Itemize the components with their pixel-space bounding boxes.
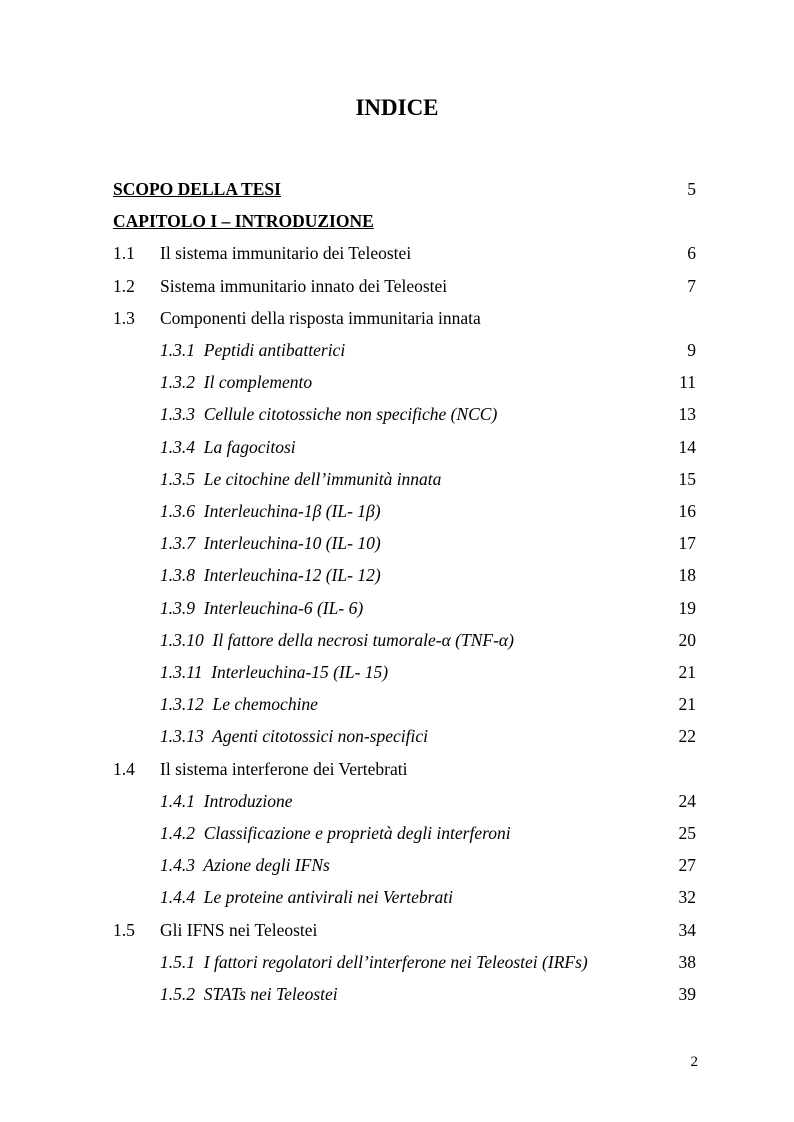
toc-chapter-label: SCOPO DELLA TESI	[113, 179, 281, 199]
toc-subsection-label: 1.3.9 Interleuchina-6 (IL- 6)	[160, 597, 364, 618]
toc-page-number: 13	[678, 404, 696, 425]
toc-page-number: 17	[678, 533, 696, 554]
toc-page-number: 32	[678, 887, 696, 908]
toc-page-number: 9	[687, 340, 696, 360]
toc-subsection-label: 1.3.12 Le chemochine	[160, 694, 318, 715]
toc-page-number: 11	[679, 372, 696, 393]
toc-page-number: 25	[678, 823, 696, 843]
toc-page-number: 20	[678, 629, 696, 650]
toc-entry	[0, 820, 794, 846]
toc-page-number: 38	[678, 951, 696, 972]
toc-subsection-label: 1.3.5 Le citochine dell’immunità innata	[160, 468, 442, 489]
toc-entry	[0, 240, 794, 266]
toc-section-number: 1.3	[113, 307, 135, 328]
toc-chapter-label: CAPITOLO I – INTRODUZIONE	[113, 211, 374, 232]
toc-page-number: 24	[678, 790, 696, 811]
toc-page-number: 19	[678, 597, 696, 618]
toc-subsection-label: 1.3.10 Il fattore della necrosi tumorale-α (TNF-α)	[160, 629, 514, 650]
toc-section-number: 1.5	[113, 919, 135, 940]
toc-section-label: Il sistema immunitario dei Teleostei	[160, 243, 412, 264]
toc-entry	[0, 595, 794, 621]
toc-page-number: 18	[678, 565, 696, 586]
toc-entry	[0, 691, 794, 717]
toc-entry	[0, 401, 794, 427]
toc-subsection-label: 1.4.2 Classificazione e proprietà degli interferoni	[160, 823, 511, 843]
toc-entry	[0, 498, 794, 524]
toc-page-number: 22	[678, 726, 696, 747]
toc-section-label: Sistema immunitario innato dei Teleostei	[160, 275, 448, 296]
toc-subsection-label: 1.4.3 Azione degli IFNs	[160, 855, 330, 876]
toc-page-number: 14	[678, 436, 696, 457]
toc-subsection-label: 1.4.4 Le proteine antivirali nei Vertebrati	[160, 887, 453, 908]
toc-entry	[0, 176, 794, 202]
toc-entry	[0, 852, 794, 878]
toc-section-number: 1.1	[113, 243, 135, 264]
toc-page-number: 21	[678, 662, 696, 682]
toc-page-number: 21	[678, 694, 696, 715]
toc-subsection-label: 1.5.2 STATs nei Teleostei	[160, 984, 338, 1004]
toc-page-number: 7	[687, 275, 696, 296]
toc-section-label: Gli IFNS nei Teleostei	[160, 919, 318, 940]
page-title: INDICE	[355, 95, 439, 120]
toc-subsection-label: 1.3.4 La fagocitosi	[160, 436, 296, 457]
toc-subsection-label: 1.4.1 Introduzione	[160, 790, 293, 811]
toc-subsection-label: 1.3.7 Interleuchina-10 (IL- 10)	[160, 533, 381, 554]
toc-subsection-label: 1.3.3 Cellule citotossiche non specifiche (NCC)	[160, 404, 498, 425]
toc-entry	[0, 208, 794, 234]
toc-entry	[0, 369, 794, 395]
toc-page-number: 5	[687, 179, 696, 199]
toc-page-number: 34	[678, 919, 696, 940]
toc-subsection-label: 1.5.1 I fattori regolatori dell’interferone nei Teleostei (IRFs)	[160, 951, 588, 972]
toc-entry	[0, 627, 794, 653]
toc-entry	[0, 788, 794, 814]
toc-subsection-label: 1.3.11 Interleuchina-15 (IL- 15)	[160, 662, 389, 682]
page-number: 2	[690, 1054, 698, 1070]
toc-entry	[0, 466, 794, 492]
toc-entry	[0, 434, 794, 460]
toc-section-number: 1.4	[113, 758, 135, 779]
toc-subsection-label: 1.3.6 Interleuchina-1β (IL- 1β)	[160, 501, 381, 521]
toc-section-number: 1.2	[113, 275, 135, 296]
toc-entry	[0, 337, 794, 363]
toc-page-number: 6	[687, 243, 696, 264]
toc-entry	[0, 530, 794, 556]
toc-entry	[0, 917, 794, 943]
toc-entry	[0, 659, 794, 685]
toc-subsection-label: 1.3.8 Interleuchina-12 (IL- 12)	[160, 565, 381, 586]
toc-entry	[0, 273, 794, 299]
toc-subsection-label: 1.3.2 Il complemento	[160, 372, 313, 393]
toc-entry	[0, 723, 794, 749]
toc-page-number: 16	[678, 501, 696, 521]
toc-page-number: 39	[678, 984, 696, 1004]
toc-entry	[0, 981, 794, 1007]
toc-entry	[0, 949, 794, 975]
toc-subsection-label: 1.3.13 Agenti citotossici non-specifici	[160, 726, 428, 747]
toc-page-number: 15	[678, 468, 696, 489]
toc-section-label: Componenti della risposta immunitaria innata	[160, 307, 481, 328]
toc-page-number: 27	[678, 855, 696, 876]
toc-entry	[0, 305, 794, 331]
toc-section-label: Il sistema interferone dei Vertebrati	[160, 758, 408, 779]
toc-subsection-label: 1.3.1 Peptidi antibatterici	[160, 340, 346, 360]
toc-entry	[0, 562, 794, 588]
toc-entry	[0, 756, 794, 782]
toc-entry	[0, 884, 794, 910]
